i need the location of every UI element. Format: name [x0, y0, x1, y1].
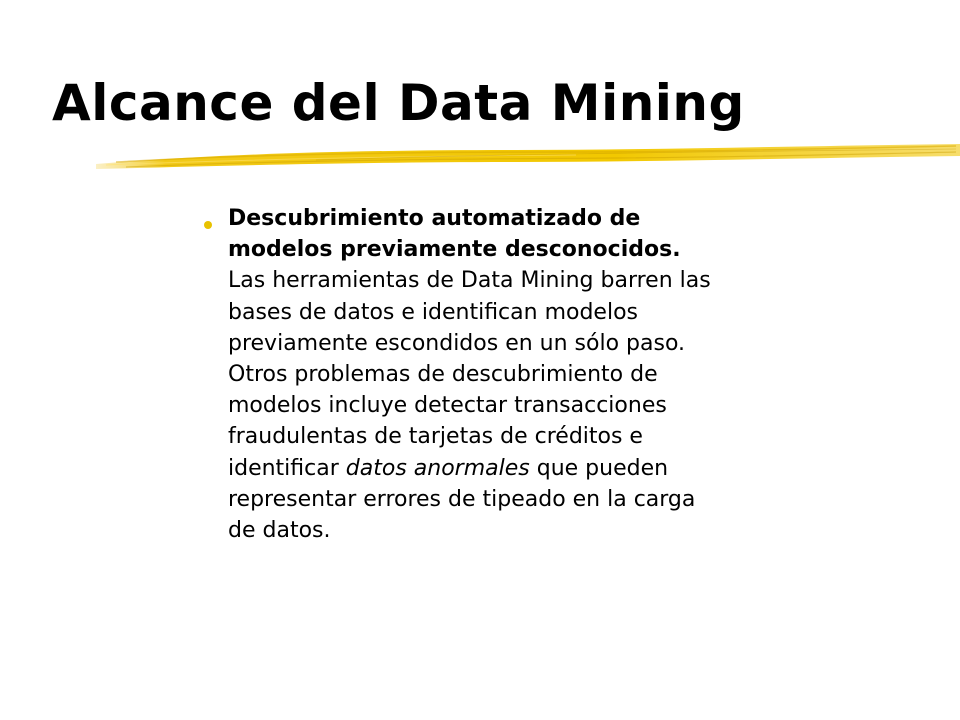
text-run: Las herramientas de Data Mining barren las: [228, 268, 711, 294]
bullet-text-line: [228, 453, 768, 484]
bullet-text-line: [228, 265, 768, 296]
text-run: identificar: [228, 455, 346, 481]
bullet-text-line: [228, 203, 768, 234]
text-run: que pueden: [529, 455, 669, 481]
text-run: modelos previamente desconocidos.: [228, 237, 681, 263]
text-run: representar errores de tipeado en la carga: [228, 486, 696, 512]
title-underline-brushstroke: [96, 136, 960, 176]
bullet-text-line: [228, 390, 768, 421]
text-run: Otros problemas de descubrimiento de: [228, 362, 658, 388]
emphasis-text: datos anormales: [345, 455, 530, 481]
bullet-text-line: [228, 515, 768, 546]
bullet-text-line: [228, 359, 768, 390]
text-run: bases de datos e identifican modelos: [228, 299, 638, 325]
bullet-text-line: [228, 297, 768, 328]
bullet-text: [228, 203, 768, 546]
text-run: previamente escondidos en un sólo paso.: [228, 330, 686, 356]
bullet-text-line: [228, 421, 768, 452]
text-run: Descubrimiento automatizado de: [228, 206, 641, 231]
text-run: fraudulentas de tarjetas de créditos e: [228, 424, 643, 450]
text-run: modelos incluye detectar transacciones: [228, 393, 667, 419]
slide-title: Alcance del Data Mining: [52, 74, 745, 132]
bullet-dot-icon: [204, 221, 212, 229]
bullet-text-line: [228, 234, 768, 265]
text-run: de datos.: [228, 518, 331, 544]
bullet-text-line: [228, 328, 768, 359]
bullet-text-line: [228, 484, 768, 515]
